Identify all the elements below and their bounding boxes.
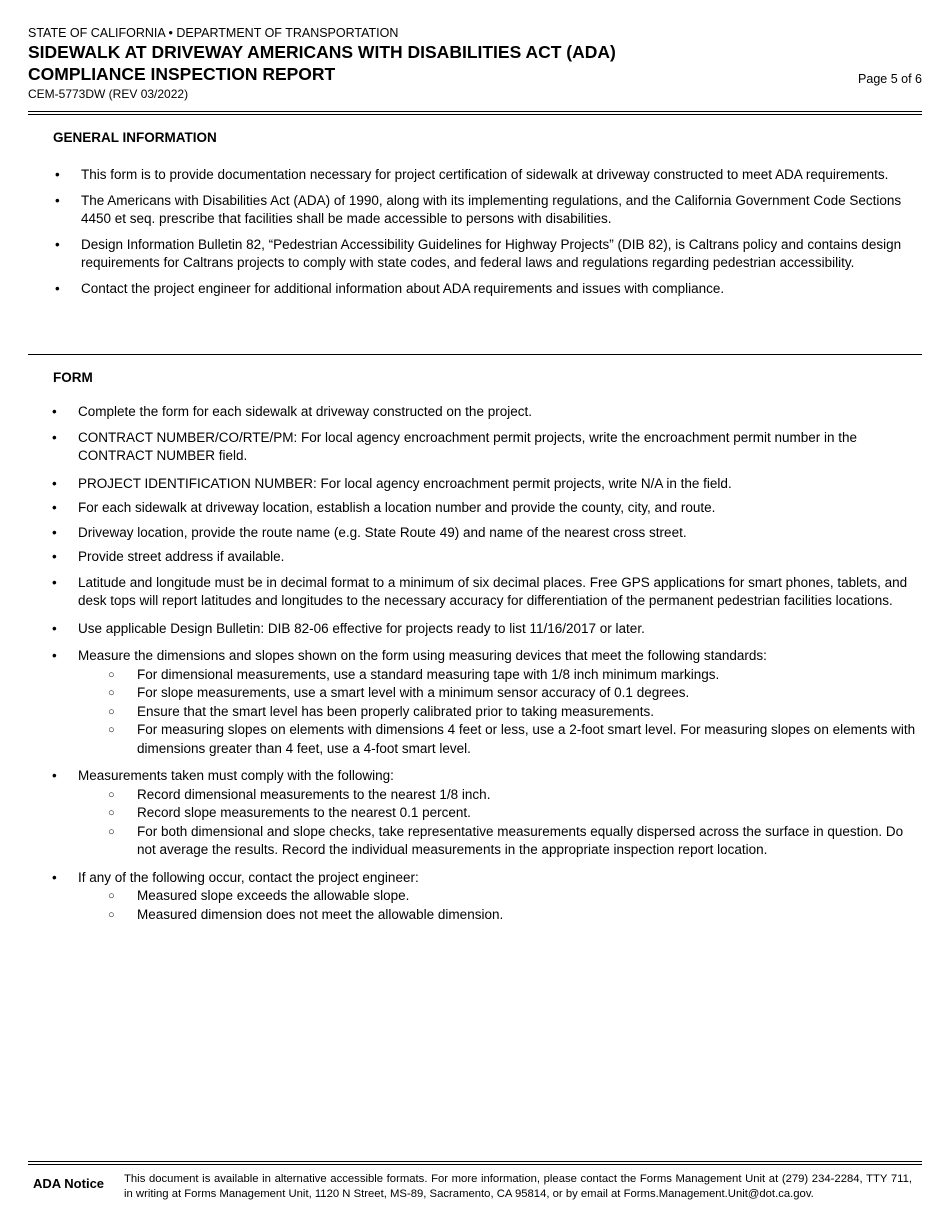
list-item: • PROJECT IDENTIFICATION NUMBER: For local agency encroachment permit projects, write N/A in the field. [50, 475, 922, 494]
list-item-text: • Measure the dimensions and slopes shown on the form using measuring devices that meet the following standards: [78, 648, 767, 663]
header-divider [28, 111, 922, 115]
sub-list-item: ○ Record slope measurements to the nearest 0.1 percent. [78, 804, 922, 823]
list-item: • Design Information Bulletin 82, “Pedestrian Accessibility Guidelines for Highway Projects” (DIB 82), is Caltrans policy and contains design requirements for Caltrans projects to comply with state codes, and federal laws and regulations regarding pedestrian accessibility. [53, 236, 928, 273]
sub-list-item: ○ For both dimensional and slope checks, take representative measurements equally dispersed across the surface in question. Do not average the results. Record the individual measurements in the appropriate inspection report location. [78, 823, 922, 860]
contact-conditions-sublist [78, 887, 922, 924]
sub-list-item: ○ For dimensional measurements, use a standard measuring tape with 1/8 inch minimum markings. [78, 666, 922, 685]
list-item: • Provide street address if available. [50, 548, 922, 567]
list-item: • CONTRACT NUMBER/CO/RTE/PM: For local agency encroachment permit projects, write the encroachment permit number in the CONTRACT NUMBER field. [50, 429, 922, 466]
list-item-text: • If any of the following occur, contact the project engineer: [78, 869, 419, 885]
report-title-line-1: SIDEWALK AT DRIVEWAY AMERICANS WITH DISABILITIES ACT (ADA) [28, 42, 616, 62]
measurement-rules-sublist [78, 786, 922, 860]
list-item: • For each sidewalk at driveway location, establish a location number and provide the county, city, and route. [50, 499, 922, 518]
list-item [50, 647, 922, 758]
section-divider [28, 354, 922, 355]
general-information-heading: GENERAL INFORMATION [53, 130, 217, 145]
list-item: • Latitude and longitude must be in decimal format to a minimum of six decimal places. Free GPS applications for smart phones, tablets, and desk tops will report latitudes and longitudes to the necessary accuracy for differentiation of the permanent pedestrian facilities locations. [50, 574, 922, 611]
ada-notice-label: ADA Notice [33, 1176, 105, 1191]
sub-list-item: ○ For slope measurements, use a smart level with a minimum sensor accuracy of 0.1 degrees. [78, 684, 922, 703]
list-item: • The Americans with Disabilities Act (ADA) of 1990, along with its implementing regulations, and the California Government Code Sections 4450 et seq. prescribe that facilities shall be made accessible to persons with disabilities. [53, 192, 928, 229]
form-heading: FORM [53, 370, 93, 385]
page-number: Page 5 of 6 [858, 72, 922, 86]
sub-list-item: ○ Record dimensional measurements to the nearest 1/8 inch. [78, 786, 922, 805]
list-item [50, 869, 922, 925]
page-header [28, 26, 922, 102]
report-title-line-2: COMPLIANCE INSPECTION REPORT [28, 64, 336, 84]
ada-notice-text: This document is available in alternative accessible formats. For more information, please contact the Forms Management Unit at (279) 234-2284, TTY 711, in writing at Forms Management Unit, 1120 N Street, MS-89, Sacramento, CA 95814, or by email at Forms.Management.Unit@dot.ca.gov. [124, 1173, 912, 1200]
list-item: • Use applicable Design Bulletin: DIB 82-06 effective for projects ready to list 11/16/2017 or later. [50, 620, 922, 639]
sub-list-item: ○ Measured slope exceeds the allowable slope. [78, 887, 922, 906]
list-item-text: • Measurements taken must comply with the following: [78, 768, 394, 783]
list-item: • Driveway location, provide the route name (e.g. State Route 49) and name of the nearest cross street. [50, 524, 922, 543]
sub-list-item: ○ Measured dimension does not meet the allowable dimension. [78, 906, 922, 925]
form-instructions-list [50, 403, 922, 924]
footer-divider [28, 1161, 922, 1165]
list-item: • Complete the form for each sidewalk at driveway constructed on the project. [50, 403, 922, 422]
general-information-list [53, 166, 928, 298]
measuring-standards-sublist [78, 666, 922, 759]
list-item: • This form is to provide documentation necessary for project certification of sidewalk at driveway constructed to meet ADA requirements. [53, 166, 928, 185]
list-item: • Contact the project engineer for additional information about ADA requirements and issues with compliance. [53, 280, 928, 299]
sub-list-item: ○ For measuring slopes on elements with dimensions 4 feet or less, use a 2-foot smart level. For measuring slopes on elements with dimensions greater than 4 feet, use a 4-foot smart level. [78, 721, 922, 758]
agency-name: STATE OF CALIFORNIA • DEPARTMENT OF TRANSPORTATION [28, 26, 399, 40]
list-item [50, 767, 922, 860]
form-number: CEM-5773DW (REV 03/2022) [28, 87, 189, 101]
sub-list-item: ○ Ensure that the smart level has been properly calibrated prior to taking measurements. [78, 703, 922, 722]
